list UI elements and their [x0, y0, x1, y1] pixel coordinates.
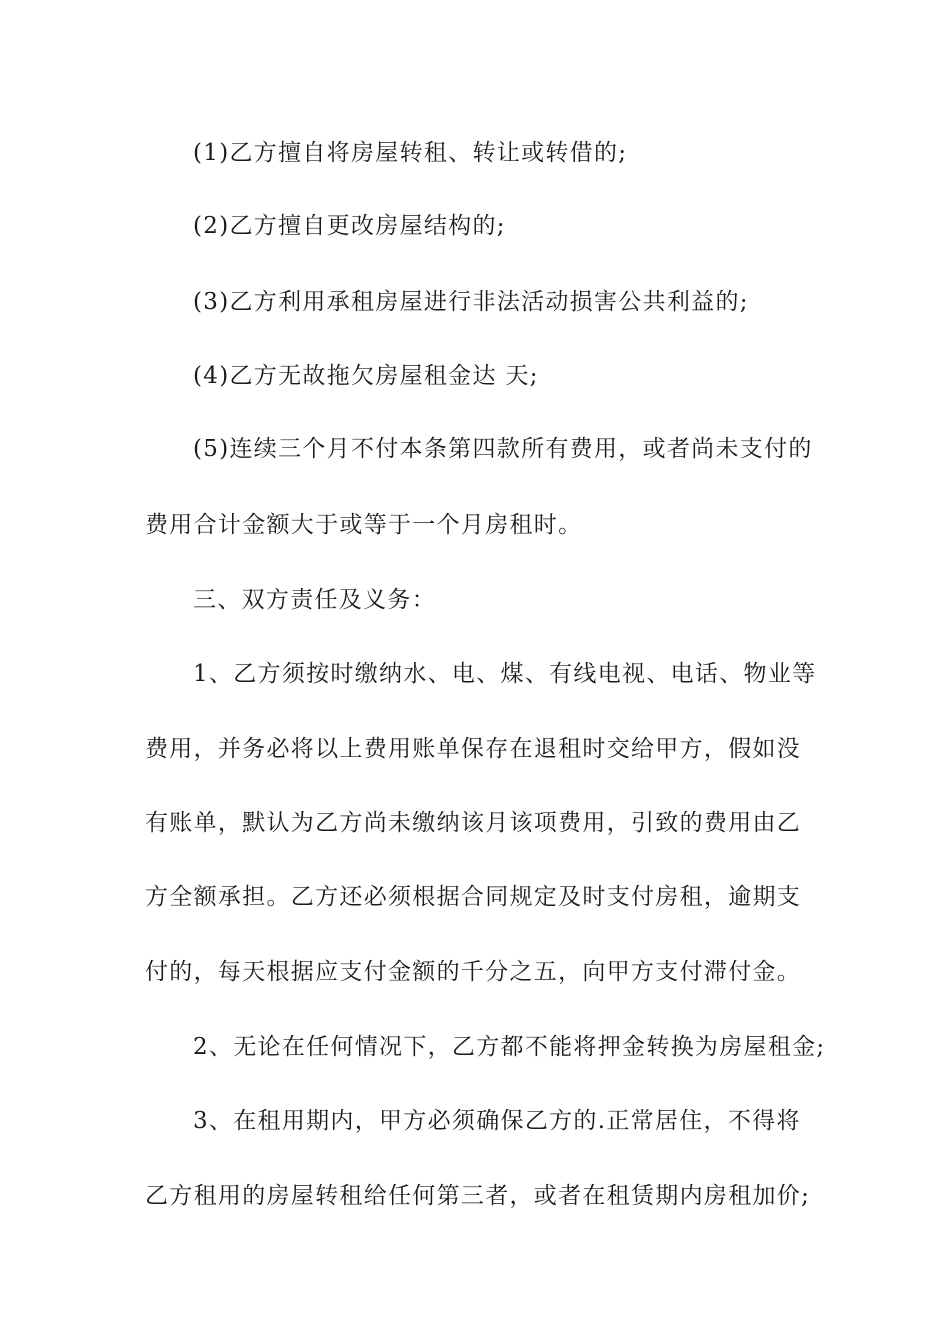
clause-5-line: (5)连续三个月不付本条第四款所有费用，或者尚未支付的: [193, 436, 813, 462]
clause-1-line: (1)乙方擅自将房屋转租、转让或转借的;: [193, 140, 628, 166]
clause-4-line: (4)乙方无故拖欠房屋租金达 天;: [193, 363, 539, 389]
section-heading: 三、双方责任及义务：: [193, 587, 436, 613]
clause-5-cont-line: 费用合计金额大于或等于一个月房租时。: [145, 512, 583, 538]
item-1-cont-line: 费用，并务必将以上费用账单保存在退租时交给甲方，假如没: [145, 736, 802, 762]
item-1-line: 1、乙方须按时缴纳水、电、煤、有线电视、电话、物业等: [193, 661, 817, 687]
clause-3-line: (3)乙方利用承租房屋进行非法活动损害公共利益的;: [193, 289, 749, 315]
item-1-cont-line: 方全额承担。乙方还必须根据合同规定及时支付房租，逾期支: [145, 884, 802, 910]
item-2-line: 2、无论在任何情况下，乙方都不能将押金转换为房屋租金;: [193, 1034, 826, 1060]
item-3-cont-line: 乙方租用的房屋转租给任何第三者，或者在租赁期内房租加价;: [145, 1183, 811, 1209]
clause-2-line: (2)乙方擅自更改房屋结构的;: [193, 213, 506, 239]
item-1-cont-line: 有账单，默认为乙方尚未缴纳该月该项费用，引致的费用由乙: [145, 810, 802, 836]
item-1-cont-line: 付的，每天根据应支付金额的千分之五，向甲方支付滞付金。: [145, 959, 802, 985]
item-3-line: 3、在租用期内，甲方必须确保乙方的.正常居住，不得将: [193, 1108, 801, 1134]
